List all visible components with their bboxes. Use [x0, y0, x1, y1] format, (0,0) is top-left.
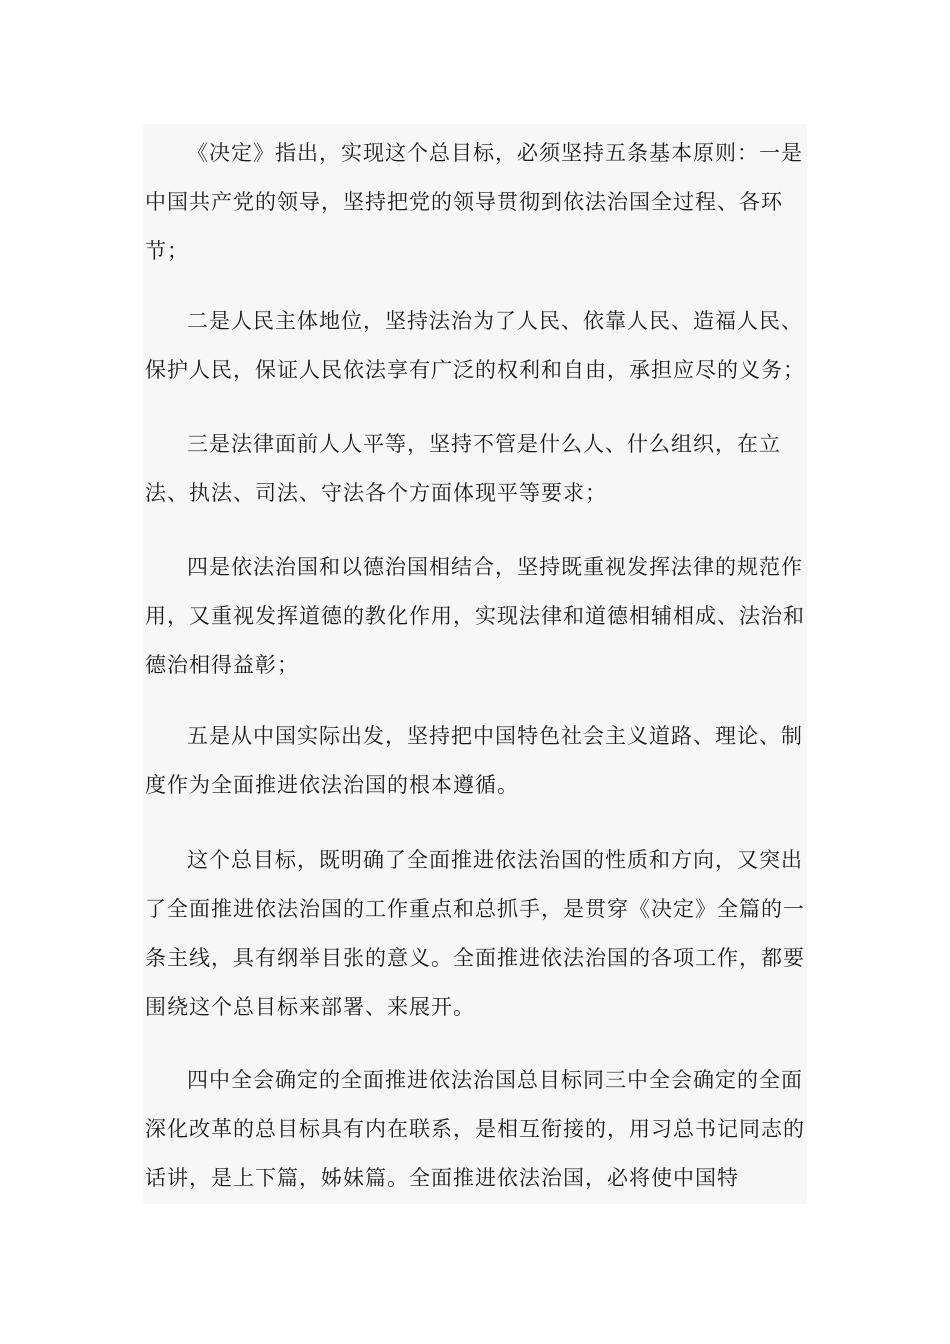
paragraph-general-goal: 这个总目标，既明确了全面推进依法治国的性质和方向，又突出了全面推进依法治国的工作重点和总抓手，是贯穿《决定》全篇的一条主线，具有纲举目张的意义。全面推进依法治国的各项工作，都要围绕这个总目标来部署、来展开。 [145, 848, 805, 1019]
paragraph-principle-two: 二是人民主体地位，坚持法治为了人民、依靠人民、造福人民、保护人民，保证人民依法享有广泛的权利和自由，承担应尽的义务； [145, 309, 805, 382]
paragraph-principle-five: 五是从中国实际出发，坚持把中国特色社会主义道路、理论、制度作为全面推进依法治国的根本遵循。 [145, 724, 803, 797]
paragraph-principle-four: 四是依法治国和以德治国相结合，坚持既重视发挥法律的规范作用，又重视发挥道德的教化作用，实现法律和道德相辅相成、法治和德治相得益彰； [145, 555, 805, 677]
paragraph-principle-three: 三是法律面前人人平等，坚持不管是什么人、什么组织，在立法、执法、司法、守法各个方面体现平等要求； [145, 432, 781, 505]
paragraph-fourth-plenum: 四中全会确定的全面推进依法治国总目标同三中全会确定的全面深化改革的总目标具有内在联系，是相互衔接的，用习总书记同志的话讲，是上下篇，姊妹篇。全面推进依法治国，必将使中国特 [145, 1068, 805, 1190]
paragraph-principles-intro: 《决定》指出，实现这个总目标，必须坚持五条基本原则：一是中国共产党的领导，坚持把党的领导贯彻到依法治国全过程、各环节； [145, 141, 803, 263]
